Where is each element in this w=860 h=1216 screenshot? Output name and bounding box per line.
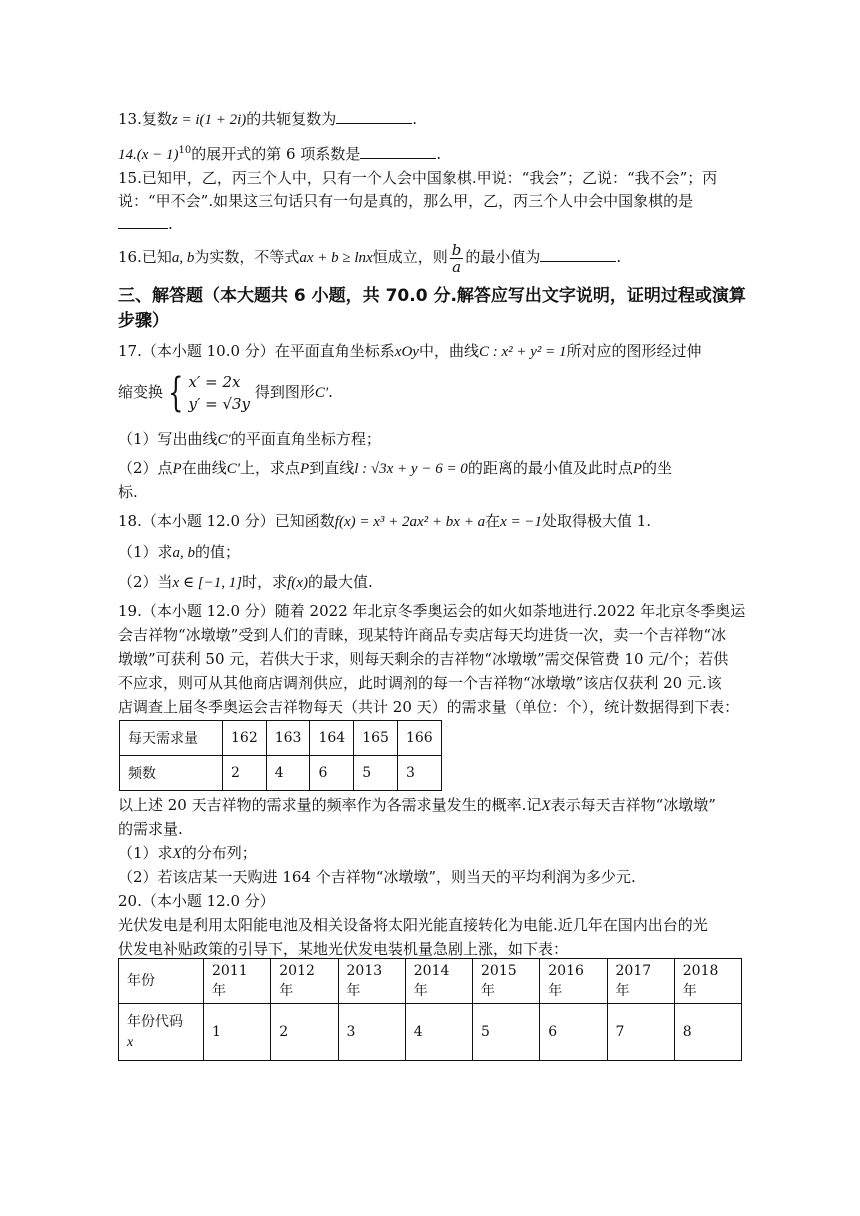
- q17-text-d: 得到图形: [254, 383, 315, 401]
- table-cell: [119, 1004, 204, 1061]
- table-cell: [674, 959, 741, 1004]
- table-cell: [271, 959, 338, 1004]
- q15-end: .: [168, 215, 173, 233]
- question-15-line1: 15.已知甲，乙，丙三个人中，只有一个人会中国象棋.甲说：“我会”；乙说：“我不会”；丙: [118, 169, 718, 187]
- code-var: x: [127, 1034, 134, 1050]
- q17-p2-g: 的坐: [642, 459, 673, 477]
- q19-p1-b: 的分布列；: [181, 844, 257, 862]
- table-cell: 6: [540, 1004, 607, 1061]
- q17-system: [188, 371, 250, 415]
- question-17-part1: [118, 428, 381, 451]
- q16-inequality: ax + b ≥ lnx: [299, 250, 373, 266]
- year-value: 2018: [682, 963, 719, 979]
- year-value: 2014: [413, 963, 450, 979]
- table-cell: 2: [223, 756, 267, 791]
- q19-p1-a: （1）求: [118, 844, 173, 862]
- question-19-line2: 会吉祥物“冰墩墩”受到人们的青睐，现某特许商品专卖店每天均进货一次，卖一个吉祥物“冰: [118, 626, 727, 644]
- year-value: 2011: [212, 963, 248, 979]
- question-19-after1: [118, 794, 716, 817]
- q17-p2-P3: P: [632, 461, 642, 477]
- q13-suffix: 的共轭复数为: [246, 110, 337, 128]
- q17-p1-a: （1）写出曲线: [118, 430, 218, 448]
- q16-suffix: 的最小值为: [465, 248, 541, 266]
- table-cell: 8: [674, 1004, 741, 1061]
- q13-answer-blank[interactable]: [336, 109, 412, 124]
- section-3-heading-line2: 步骤）: [118, 311, 169, 331]
- table-cell: [405, 959, 472, 1004]
- question-20-line1: 20.（本小题 12.0 分）: [118, 892, 275, 910]
- table-cell: 1: [204, 1004, 271, 1061]
- table-cell: 每天需求量: [120, 721, 223, 756]
- q17-text-a: 17.（本小题 10.0 分）在平面直角坐标系: [118, 342, 395, 360]
- year-value: 2017: [615, 963, 652, 979]
- q17-system-eq2: y′ = √3y: [188, 395, 251, 413]
- q18-xval: x = −1: [500, 514, 542, 530]
- q14-end: .: [436, 145, 442, 163]
- q18-p2-a: （2）当: [118, 573, 173, 591]
- q18-p1-vars: a, b: [172, 545, 196, 561]
- q16-mid2: 恒成立，则: [372, 248, 448, 266]
- year-unit: 年: [279, 983, 294, 999]
- year-unit: 年: [346, 983, 361, 999]
- question-19-line4: 不应求，则可从其他商店调剂供应，此时调剂的每一个吉祥物“冰墩墩”该店仅获利 20 元.该: [118, 674, 722, 692]
- year-value: 2016: [548, 963, 584, 979]
- q17-p1-cprime: C′: [217, 432, 231, 448]
- table-row: [120, 721, 442, 756]
- year-unit: 年: [682, 983, 697, 999]
- q16-prefix: 16.已知: [118, 248, 172, 266]
- question-20-line3: 伏发电补贴政策的引导下，某地光伏发电装机量急剧上涨，如下表：: [118, 940, 569, 958]
- table-cell: [540, 959, 607, 1004]
- question-18-part2: [118, 571, 373, 594]
- question-15-line2: 说：“甲不会”.如果这三句话只有一句是真的，那么甲，乙，丙三个人中会中国象棋的是: [118, 192, 694, 210]
- table-cell: [473, 959, 540, 1004]
- q16-mid: 为实数，不等式: [194, 248, 300, 266]
- q13-prefix: 13.复数: [118, 110, 172, 128]
- q17-transform-label: 缩变换: [118, 383, 164, 401]
- year-value: 2012: [279, 963, 315, 979]
- table-cell: 162: [223, 721, 267, 756]
- question-19-part1: [118, 842, 257, 865]
- q16-fraction: [450, 242, 464, 275]
- demand-frequency-table: [119, 720, 442, 791]
- q17-text-e: .: [328, 383, 333, 401]
- table-cell: 5: [354, 756, 398, 791]
- q16-answer-blank[interactable]: [540, 247, 616, 262]
- year-value: 2013: [346, 963, 383, 979]
- table-row: [120, 756, 442, 791]
- table-cell: [607, 959, 674, 1004]
- q13-expr: z = i(1 + 2i): [171, 112, 247, 128]
- q17-p2-f: 的距离的最小值及此时点: [467, 459, 633, 477]
- table-cell: [204, 959, 271, 1004]
- q15-answer-blank[interactable]: [118, 214, 168, 229]
- table-cell: [338, 959, 405, 1004]
- q17-cprime: C′: [314, 385, 329, 401]
- question-20-line2: 光伏发电是利用太阳能电池及相关设备将太阳光能直接转化为电能.近几年在国内出台的光: [118, 916, 708, 934]
- table-cell: 164: [310, 721, 354, 756]
- q14-exponent: 10: [178, 145, 192, 156]
- table-cell: 2: [271, 1004, 338, 1061]
- q17-text-b: 中，曲线: [418, 342, 479, 360]
- question-15-line3: [118, 213, 173, 235]
- q14-answer-blank[interactable]: [360, 144, 436, 159]
- question-16: [118, 240, 621, 275]
- table-cell: 7: [607, 1004, 674, 1061]
- year-unit: 年: [615, 983, 630, 999]
- table-row: [119, 1004, 742, 1061]
- table-cell: 166: [397, 721, 441, 756]
- q18-p1-a: （1）求: [118, 543, 173, 561]
- q17-p2-b: 在曲线: [181, 459, 227, 477]
- code-label: 年份代码: [127, 1013, 183, 1030]
- q18-p2-c: 的最大值.: [307, 573, 373, 591]
- question-18-line1: [118, 510, 651, 533]
- q17-p2-line: l : √3x + y − 6 = 0: [354, 461, 468, 477]
- q17-p1-c: 的平面直角坐标方程；: [230, 430, 381, 448]
- question-17-line2: [118, 368, 333, 417]
- q17-xoy: xOy: [394, 344, 419, 360]
- q17-curve: C : x² + y² = 1: [478, 344, 567, 360]
- question-19-line5: 店调查上届冬季奥运会吉祥物每天（共计 20 天）的需求量（单位：个），统计数据得到下表：: [118, 698, 740, 716]
- table-cell: 5: [473, 1004, 540, 1061]
- q13-end: .: [412, 110, 418, 128]
- table-cell: 频数: [120, 756, 223, 791]
- q18-text-b: 在: [485, 512, 501, 530]
- q14-text: 的展开式的第 6 项系数是: [191, 145, 361, 163]
- q16-numerator: b: [451, 240, 462, 259]
- table-cell: 4: [266, 756, 310, 791]
- table-cell: 4: [405, 1004, 472, 1061]
- table-cell: 6: [310, 756, 354, 791]
- question-17-part2-cont: 标.: [118, 483, 138, 501]
- question-17-line1: [118, 340, 702, 363]
- q14-expr: 14.(x − 1): [118, 147, 179, 163]
- table-cell: 3: [338, 1004, 405, 1061]
- question-14: [118, 140, 441, 166]
- q18-text-a: 18.（本小题 12.0 分）已知函数: [118, 512, 335, 530]
- question-19-part2: （2）若该店某一天购进 164 个吉祥物“冰墩墩”，则当天的平均利润为多少元.: [118, 868, 636, 886]
- q16-vars: a, b: [171, 250, 195, 266]
- question-18-part1: [118, 541, 240, 564]
- q17-p2-e: 到直线: [309, 459, 355, 477]
- q19-X: X: [541, 798, 551, 814]
- section-3-heading-line1: 三、解答题（本大题共 6 小题，共 70.0 分.解答应写出文字说明，证明过程或演算: [118, 286, 746, 306]
- q18-p2-interval: x ∈ [−1, 1]: [172, 575, 243, 591]
- q18-text-c: 处取得极大值 1.: [542, 512, 652, 530]
- q17-p2-cprime: C′: [226, 461, 241, 477]
- q18-p1-b: 的值；: [195, 543, 241, 561]
- q19-p1-X: X: [172, 846, 182, 862]
- table-row: [119, 959, 742, 1004]
- q18-function: f(x) = x³ + 2ax² + bx + a: [334, 514, 486, 530]
- pv-install-table: [118, 958, 742, 1061]
- table-cell: 163: [266, 721, 310, 756]
- year-unit: 年: [212, 983, 226, 999]
- question-19-line3: 墩墩”可获利 50 元，若供大于求，则每天剩余的吉祥物“冰墩墩”需交保管费 10 元/个；若供: [118, 650, 729, 668]
- table-cell: 年份: [119, 959, 204, 1004]
- q17-system-eq1: x′ = 2x: [188, 373, 241, 391]
- q17-text-c: 所对应的图形经过伸: [566, 342, 702, 360]
- question-13: [118, 108, 417, 131]
- q17-p2-d: 上，求点: [240, 459, 301, 477]
- q19-after-b: 表示每天吉祥物“冰墩墩”: [550, 796, 716, 814]
- year-unit: 年: [548, 983, 563, 999]
- year-unit: 年: [413, 983, 428, 999]
- q17-p2-a: （2）点: [118, 459, 173, 477]
- q19-after-a: 以上述 20 天吉祥物的需求量的频率作为各需求量发生的概率.记: [118, 796, 542, 814]
- table-cell: 3: [397, 756, 441, 791]
- q18-p2-b: 时，求: [242, 573, 288, 591]
- q17-brace: {: [168, 370, 184, 416]
- question-19-after2: 的需求量.: [118, 820, 183, 838]
- q16-end: .: [616, 248, 622, 266]
- q16-denominator: a: [452, 257, 462, 276]
- year-unit: 年: [481, 983, 495, 999]
- q17-p2-P2: P: [300, 461, 310, 477]
- q17-p2-P: P: [172, 461, 182, 477]
- question-19-line1: 19.（本小题 12.0 分）随着 2022 年北京冬季奥运会的如火如荼地进行.2022 年北京冬季奥运: [118, 602, 746, 620]
- question-17-part2: [118, 457, 672, 480]
- q18-p2-func: f(x): [287, 575, 308, 591]
- year-value: 2015: [481, 963, 517, 979]
- table-cell: 165: [354, 721, 398, 756]
